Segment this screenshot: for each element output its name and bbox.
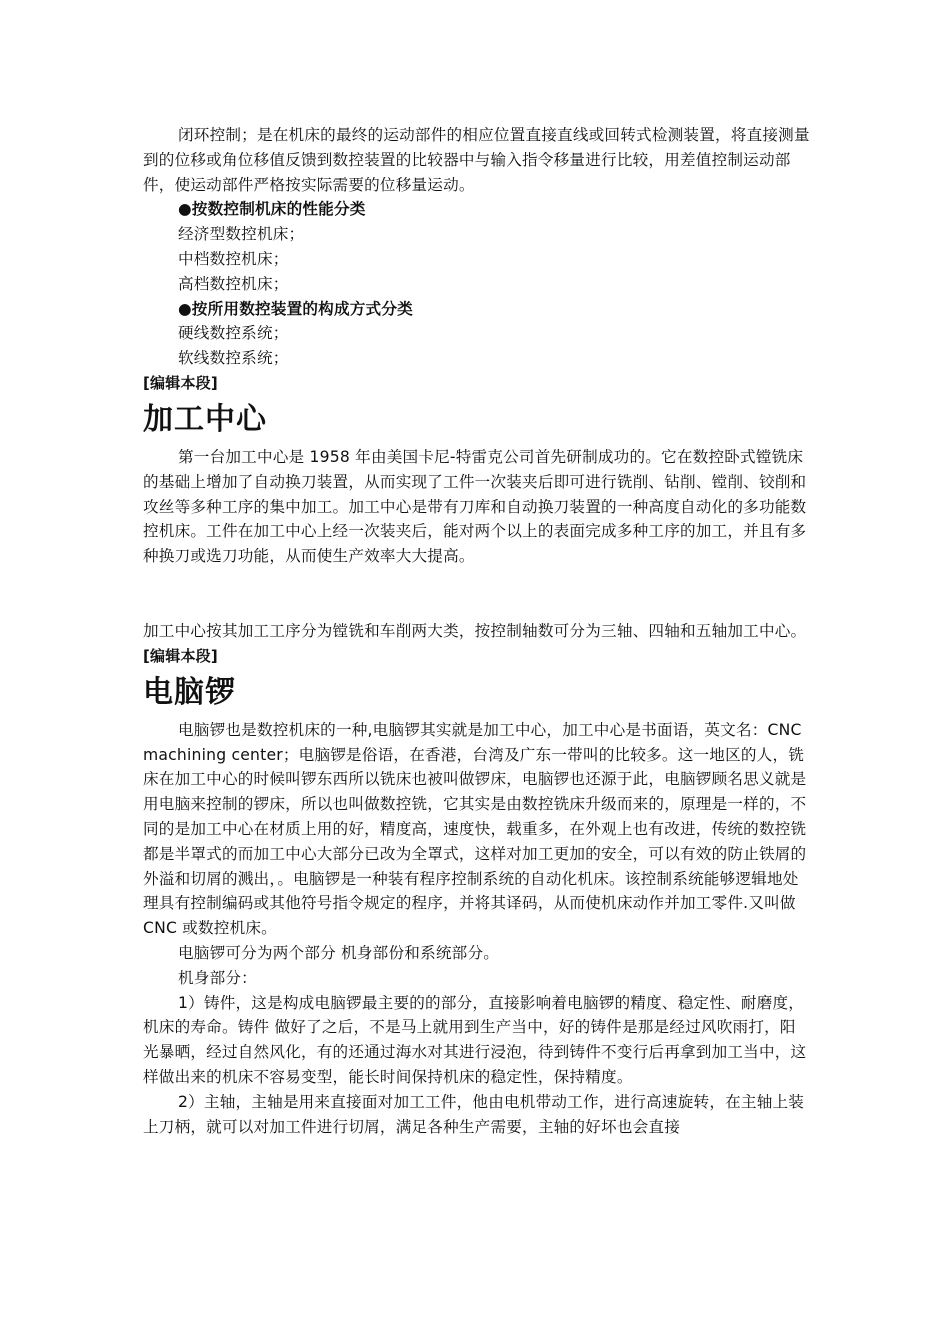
machining-center-types-paragraph: 加工中心按其加工工序分为镗铣和车削两大类，按控制轴数可分为三轴、四轴和五轴加工中心。	[143, 621, 807, 640]
cnc-parts-paragraph: 电脑锣可分为两个部分 机身部份和系统部分。	[178, 943, 500, 962]
machining-center-title: 加工中心	[143, 401, 267, 437]
spindle-paragraph: 2）主轴，主轴是用来直接面对加工工件，他由电机带动工作，进行高速旋转，在主轴上装上刀柄，就可以对加工件进行切屑，满足各种生产需要，主轴的好坏也会直接	[143, 1092, 805, 1136]
spacer	[143, 569, 811, 619]
device-classification-heading: ●按所用数控装置的构成方式分类	[178, 299, 413, 318]
list-item: 经济型数控机床；	[178, 225, 305, 244]
body-parts-label: 机身部分：	[178, 968, 257, 987]
list-item: 硬线数控系统；	[178, 324, 289, 343]
list-item: 软线数控系统；	[178, 349, 289, 368]
edit-section-link[interactable]: [编辑本段]	[143, 373, 218, 392]
cnc-intro-paragraph: 电脑锣也是数控机床的一种,电脑锣其实就是加工中心，加工中心是书面语，英文名：CNC machining center；电脑锣是俗语，在香港，台湾及广东一带叫的比较多。这一地区的人，铣床在加工中心的时候叫锣东西所以铣床也被叫做锣床，电脑锣也还源于此，电脑锣顾名思义就是用电脑来控制的锣床，所以也叫做数控铣，它其实是由数控铣床升级而来的，原理是一样的，不同的是加工中心在材质上用的好，精度高，速度快，载重多，在外观上也有改进，传统的数控铣都是半罩式的而加工中心大部分已改为全罩式，这样对加工更加的安全，可以有效的防止铁屑的外溢和切屑的溅出，。电脑锣是一种装有程序控制系统的自动化机床。该控制系统能够逻辑地处理具有控制编码或其他符号指令规定的程序，并将其译码，从而使机床动作并加工零件.又叫做 CNC 或数控机床。	[143, 720, 807, 938]
document-page	[143, 123, 811, 1139]
list-item: 高档数控机床；	[178, 274, 289, 293]
closed-loop-paragraph: 闭环控制；是在机床的最终的运动部件的相应位置直接直线或回转式检测装置，将直接测量到的位移或角位移值反馈到数控装置的比较器中与输入指令移量进行比较，用差值控制运动部件，使运动部件严格按实际需要的位移量运动。	[143, 126, 810, 194]
performance-classification-heading: ●按数控制机床的性能分类	[178, 200, 366, 219]
machining-center-paragraph: 第一台加工中心是 1958 年由美国卡尼-特雷克公司首先研制成功的。它在数控卧式镗铣床的基础上增加了自动换刀装置，从而实现了工件一次装夹后即可进行铣削、钻削、镗削、铰削和攻丝等多种工序的集中加工。加工中心是带有刀库和自动换刀装置的一种高度自动化的多功能数控机床。工件在加工中心上经一次装夹后，能对两个以上的表面完成多种工序的加工，并且有多种换刀或选刀功能，从而使生产效率大大提高。	[143, 447, 807, 566]
cnc-title: 电脑锣	[143, 674, 236, 710]
casting-paragraph: 1）铸件，这是构成电脑锣最主要的的部分，直接影响着电脑锣的精度、稳定性、耐磨度，机床的寿命。铸件 做好了之后，不是马上就用到生产当中，好的铸件是那是经过风吹雨打，阳光暴晒，经过自然风化，有的还通过海水对其进行浸泡，待到铸件不变行后再拿到加工当中，这样做出来的机床不容易变型，能长时间保持机床的稳定性，保持精度。	[143, 993, 807, 1086]
list-item: 中档数控机床；	[178, 249, 289, 268]
edit-section-link[interactable]: [编辑本段]	[143, 646, 218, 665]
